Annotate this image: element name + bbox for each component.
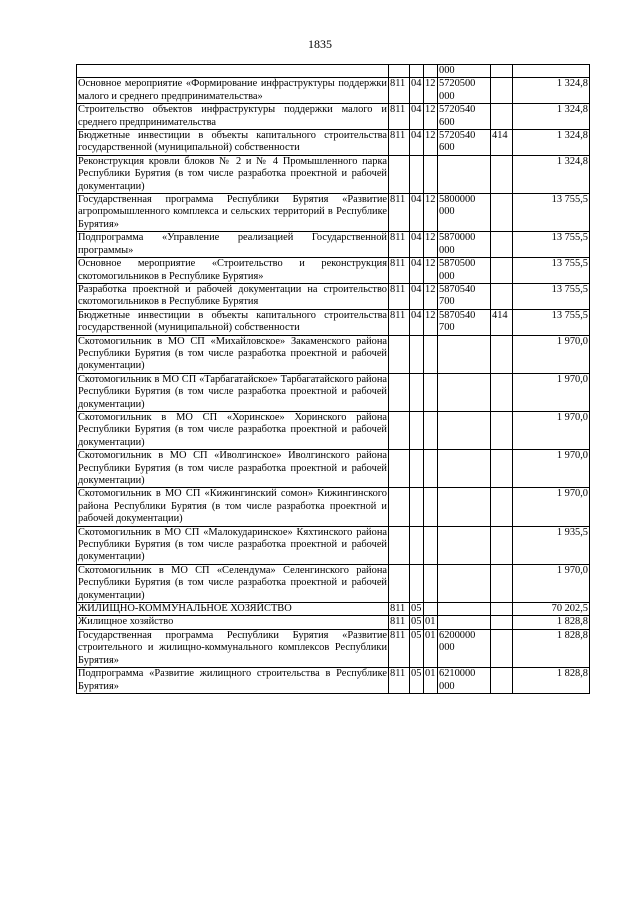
section-code-cell bbox=[410, 411, 424, 449]
target-article-cell: 5800000 000 bbox=[438, 194, 491, 232]
section-code-cell: 04 bbox=[410, 78, 424, 104]
target-article-cell: 5720540 600 bbox=[438, 104, 491, 130]
amount-cell: 1 970,0 bbox=[513, 335, 590, 373]
row-name-cell: Скотомогильник в МО СП «Иволгинское» Иволгинского района Республики Бурятия (в том числе разработка проектной и рабочей документации) bbox=[78, 450, 387, 486]
section-code-cell: 04 bbox=[410, 130, 424, 156]
row-name-cell: Строительство объектов инфраструктуры поддержки малого и среднего предпринимательства bbox=[78, 104, 387, 128]
section-code-cell bbox=[410, 488, 424, 526]
amount-cell: 1 970,0 bbox=[513, 564, 590, 602]
table-row bbox=[77, 616, 590, 629]
section-code-cell: 04 bbox=[410, 309, 424, 335]
target-article-cell: 5870500 000 bbox=[438, 258, 491, 284]
table-row bbox=[77, 526, 590, 564]
subsection-code-cell bbox=[424, 411, 438, 449]
subsection-code-cell bbox=[424, 335, 438, 373]
target-article-cell bbox=[438, 411, 491, 449]
target-article-cell: 000 bbox=[438, 65, 491, 78]
admin-code-cell: 811 bbox=[389, 232, 410, 258]
section-code-cell: 04 bbox=[410, 232, 424, 258]
admin-code-cell: 811 bbox=[389, 309, 410, 335]
section-code-cell: 05 bbox=[410, 603, 424, 616]
section-code-cell bbox=[410, 335, 424, 373]
section-code-cell bbox=[410, 155, 424, 193]
target-article-cell bbox=[438, 335, 491, 373]
page-number: 1835 bbox=[308, 37, 332, 51]
row-name-cell: Скотомогильник в МО СП «Малокударинское» Кяхтинского района Республики Бурятия (в том числе разработка проектной и рабочей документации) bbox=[78, 526, 387, 563]
row-name-cell: Основное мероприятие «Формирование инфраструктуры поддержки малого и среднего предпринимательства» bbox=[78, 78, 387, 102]
admin-code-cell bbox=[389, 450, 410, 488]
target-article-cell: 6200000 000 bbox=[438, 629, 491, 667]
table-row bbox=[77, 283, 590, 309]
section-code-cell: 05 bbox=[410, 668, 424, 694]
subsection-code-cell: 12 bbox=[424, 232, 438, 258]
admin-code-cell: 811 bbox=[389, 629, 410, 667]
target-article-cell bbox=[438, 488, 491, 526]
target-article-cell bbox=[438, 616, 491, 629]
expense-type-cell bbox=[491, 232, 513, 258]
section-code-cell bbox=[410, 526, 424, 564]
amount-cell: 1 324,8 bbox=[513, 78, 590, 104]
subsection-code-cell: 12 bbox=[424, 104, 438, 130]
row-name-cell: Скотомогильник в МО СП «Тарбагатайское» Тарбагатайского района Республики Бурятия (в том числе разработка проектной и рабочей документации) bbox=[78, 373, 387, 410]
admin-code-cell: 811 bbox=[389, 668, 410, 694]
expense-type-cell bbox=[491, 194, 513, 232]
row-name-cell: Жилищное хозяйство bbox=[77, 616, 389, 629]
row-name-cell: Разработка проектной и рабочей документации на строительство скотомогильников в Республике Бурятия bbox=[78, 283, 387, 308]
admin-code-cell bbox=[389, 65, 410, 78]
admin-code-cell bbox=[389, 155, 410, 193]
amount-cell: 13 755,5 bbox=[513, 309, 590, 335]
admin-code-cell: 811 bbox=[389, 283, 410, 309]
subsection-code-cell bbox=[424, 564, 438, 602]
expense-type-cell bbox=[491, 283, 513, 309]
table-row bbox=[77, 104, 590, 130]
admin-code-cell: 811 bbox=[389, 616, 410, 629]
admin-code-cell: 811 bbox=[389, 104, 410, 130]
subsection-code-cell bbox=[424, 450, 438, 488]
table-row bbox=[77, 194, 590, 232]
row-name-cell: Подпрограмма «Развитие жилищного строительства в Республике Бурятия» bbox=[78, 668, 387, 692]
subsection-code-cell bbox=[424, 373, 438, 411]
subsection-code-cell: 12 bbox=[424, 258, 438, 284]
section-code-cell: 04 bbox=[410, 258, 424, 284]
subsection-code-cell: 01 bbox=[424, 629, 438, 667]
target-article-cell: 5720540 600 bbox=[438, 130, 491, 156]
expense-type-cell bbox=[491, 155, 513, 193]
row-name-cell: Скотомогильник в МО СП «Михайловское» Закаменского района Республики Бурятия (в том числе разработка проектной и рабочей документации) bbox=[78, 335, 387, 372]
amount-cell: 1 324,8 bbox=[513, 130, 590, 156]
expense-type-cell bbox=[491, 526, 513, 564]
target-article-cell: 5870540 700 bbox=[438, 309, 491, 335]
admin-code-cell: 811 bbox=[389, 603, 410, 616]
table-row bbox=[77, 335, 590, 373]
amount-cell: 13 755,5 bbox=[513, 258, 590, 284]
table-row bbox=[77, 603, 590, 616]
admin-code-cell: 811 bbox=[389, 130, 410, 156]
target-article-cell: 6210000 000 bbox=[438, 668, 491, 694]
expense-type-cell bbox=[491, 411, 513, 449]
budget-table bbox=[76, 64, 590, 694]
row-name-cell: Государственная программа Республики Бурятия «Развитие агропромышленного комплекса и сельских территорий в Республике Бурятия» bbox=[78, 194, 387, 230]
expense-type-cell bbox=[491, 629, 513, 667]
amount-cell: 1 970,0 bbox=[513, 488, 590, 526]
row-name-cell: Бюджетные инвестиции в объекты капитального строительства государственной (муниципальной) собственности bbox=[78, 309, 387, 334]
target-article-cell bbox=[438, 526, 491, 564]
table-row bbox=[77, 232, 590, 258]
expense-type-cell bbox=[491, 450, 513, 488]
admin-code-cell: 811 bbox=[389, 194, 410, 232]
target-article-cell bbox=[438, 373, 491, 411]
target-article-cell bbox=[438, 450, 491, 488]
expense-type-cell bbox=[491, 104, 513, 130]
subsection-code-cell: 12 bbox=[424, 194, 438, 232]
admin-code-cell bbox=[389, 373, 410, 411]
amount-cell: 13 755,5 bbox=[513, 194, 590, 232]
table-row bbox=[77, 564, 590, 602]
table-row bbox=[77, 65, 590, 78]
section-code-cell bbox=[410, 564, 424, 602]
subsection-code-cell bbox=[424, 65, 438, 78]
target-article-cell bbox=[438, 603, 491, 616]
expense-type-cell: 414 bbox=[491, 309, 513, 335]
subsection-code-cell bbox=[424, 488, 438, 526]
target-article-cell: 5720500 000 bbox=[438, 78, 491, 104]
amount-cell bbox=[513, 65, 590, 78]
expense-type-cell bbox=[491, 65, 513, 78]
admin-code-cell: 811 bbox=[389, 258, 410, 284]
table-row bbox=[77, 78, 590, 104]
row-name-cell: Государственная программа Республики Бурятия «Развитие строительного и жилищно-коммунального комплексов Республики Бурятия» bbox=[78, 629, 387, 666]
subsection-code-cell: 01 bbox=[424, 616, 438, 629]
row-name-cell: Скотомогильник в МО СП «Селендума» Селенгинского района Республики Бурятия (в том числе разработка проектной и рабочей документации) bbox=[78, 564, 387, 601]
row-name-cell: Скотомогильник в МО СП «Хоринское» Хоринского района Республики Бурятия (в том числе разработка проектной и рабочей документации) bbox=[78, 411, 387, 448]
section-code-cell: 05 bbox=[410, 616, 424, 629]
table-row bbox=[77, 130, 590, 156]
expense-type-cell: 414 bbox=[491, 130, 513, 156]
table-row bbox=[77, 450, 590, 488]
amount-cell: 1 970,0 bbox=[513, 373, 590, 411]
amount-cell: 1 324,8 bbox=[513, 104, 590, 130]
admin-code-cell bbox=[389, 335, 410, 373]
subsection-code-cell bbox=[424, 526, 438, 564]
expense-type-cell bbox=[491, 78, 513, 104]
row-name-cell bbox=[77, 65, 389, 78]
amount-cell: 13 755,5 bbox=[513, 283, 590, 309]
subsection-code-cell: 12 bbox=[424, 130, 438, 156]
section-code-cell: 04 bbox=[410, 104, 424, 130]
section-code-cell: 05 bbox=[410, 629, 424, 667]
admin-code-cell bbox=[389, 411, 410, 449]
table-row bbox=[77, 258, 590, 284]
target-article-cell: 5870000 000 bbox=[438, 232, 491, 258]
admin-code-cell bbox=[389, 564, 410, 602]
row-name-cell: Реконструкция кровли блоков № 2 и № 4 Промышленного парка Республики Бурятия (в том числе разработка проектной и рабочей документации) bbox=[78, 155, 387, 192]
admin-code-cell: 811 bbox=[389, 78, 410, 104]
table-row bbox=[77, 668, 590, 694]
section-code-cell: 04 bbox=[410, 194, 424, 232]
subsection-code-cell: 01 bbox=[424, 668, 438, 694]
table-row bbox=[77, 373, 590, 411]
row-name-cell: Бюджетные инвестиции в объекты капитального строительства государственной (муниципальной) собственности bbox=[78, 130, 387, 154]
table-row bbox=[77, 155, 590, 193]
subsection-code-cell: 12 bbox=[424, 78, 438, 104]
amount-cell: 1 828,8 bbox=[513, 668, 590, 694]
section-code-cell: 04 bbox=[410, 283, 424, 309]
expense-type-cell bbox=[491, 258, 513, 284]
subsection-code-cell: 12 bbox=[424, 309, 438, 335]
subsection-code-cell: 12 bbox=[424, 283, 438, 309]
expense-type-cell bbox=[491, 335, 513, 373]
subsection-code-cell bbox=[424, 603, 438, 616]
row-name-cell: Основное мероприятие «Строительство и реконструкция скотомогильников в Республике Бурятия» bbox=[78, 258, 387, 282]
section-code-cell bbox=[410, 65, 424, 78]
table-row bbox=[77, 488, 590, 526]
table-row bbox=[77, 309, 590, 335]
expense-type-cell bbox=[491, 488, 513, 526]
subsection-code-cell bbox=[424, 155, 438, 193]
amount-cell: 13 755,5 bbox=[513, 232, 590, 258]
admin-code-cell bbox=[389, 488, 410, 526]
target-article-cell: 5870540 700 bbox=[438, 283, 491, 309]
amount-cell: 1 324,8 bbox=[513, 155, 590, 193]
amount-cell: 1 828,8 bbox=[513, 629, 590, 667]
row-name-cell: Подпрограмма «Управление реализацией Государственной программы» bbox=[78, 232, 387, 256]
table-row bbox=[77, 411, 590, 449]
expense-type-cell bbox=[491, 603, 513, 616]
amount-cell: 1 935,5 bbox=[513, 526, 590, 564]
amount-cell: 1 828,8 bbox=[513, 616, 590, 629]
table-body bbox=[77, 65, 590, 694]
amount-cell: 1 970,0 bbox=[513, 411, 590, 449]
expense-type-cell bbox=[491, 373, 513, 411]
amount-cell: 70 202,5 bbox=[513, 603, 590, 616]
target-article-cell bbox=[438, 155, 491, 193]
expense-type-cell bbox=[491, 616, 513, 629]
amount-cell: 1 970,0 bbox=[513, 450, 590, 488]
admin-code-cell bbox=[389, 526, 410, 564]
target-article-cell bbox=[438, 564, 491, 602]
section-code-cell bbox=[410, 373, 424, 411]
section-code-cell bbox=[410, 450, 424, 488]
expense-type-cell bbox=[491, 668, 513, 694]
expense-type-cell bbox=[491, 564, 513, 602]
table-row bbox=[77, 629, 590, 667]
row-name-cell: Скотомогильник в МО СП «Кижингинский сомон» Кижингинского района Республики Бурятия (в том числе разработка проектной и рабочей документации) bbox=[78, 488, 387, 525]
row-name-cell: ЖИЛИЩНО-КОММУНАЛЬНОЕ ХОЗЯЙСТВО bbox=[77, 603, 389, 616]
